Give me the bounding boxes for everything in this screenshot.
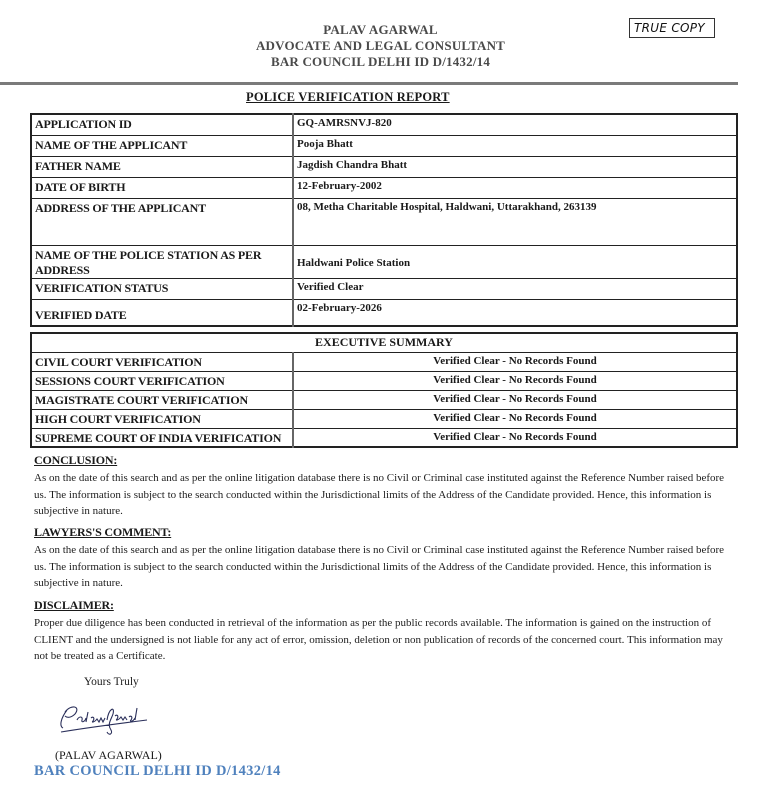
table-row (31, 352, 737, 371)
dob-value: 12-February-2002 (293, 177, 737, 198)
disclaimer-title: DISCLAIMER: (34, 598, 114, 612)
row-label: VERIFICATION STATUS (31, 278, 293, 299)
row-label: MAGISTRATE COURT VERIFICATION (31, 390, 293, 409)
advocate-name: PALAV AGARWAL (323, 22, 438, 37)
advocate-bar-id: BAR COUNCIL DELHI ID D/1432/14 (270, 54, 491, 69)
disclaimer-section (34, 598, 734, 665)
table-row (31, 390, 737, 409)
row-label: ADDRESS OF THE APPLICANT (31, 198, 293, 245)
address-value: 08, Metha Charitable Hospital, Haldwani, Uttarakhand, 263139 (293, 198, 737, 245)
row-label: SESSIONS COURT VERIFICATION (31, 371, 293, 390)
closing-salutation: Yours Truly (84, 676, 139, 688)
lawyers-comment-section (34, 525, 734, 592)
conclusion-section (34, 453, 734, 520)
row-value: Verified Clear - No Records Found (293, 428, 737, 447)
row-label: HIGH COURT VERIFICATION (31, 409, 293, 428)
police-station-value: Haldwani Police Station (293, 245, 737, 278)
table-header-row (31, 333, 737, 352)
disclaimer-body: Proper due diligence has been conducted in retrieval of the information as per the public records available. The information is gained on the instruction of CLIENT and the undersigned is not liable for any act of error, omission, deletion or non publication of records of the concerned court. This information may not be treated as a Certificate. (34, 617, 723, 662)
table-row (31, 245, 737, 278)
executive-summary-title: EXECUTIVE SUMMARY (31, 333, 737, 352)
applicant-name-value: Pooja Bhatt (293, 135, 737, 156)
row-label: DATE OF BIRTH (31, 177, 293, 198)
table-row (31, 409, 737, 428)
table-row (31, 299, 737, 326)
true-copy-stamp: TRUE COPY (629, 18, 715, 38)
row-label: APPLICATION ID (31, 114, 293, 135)
signature-image (55, 700, 155, 740)
row-label: NAME OF THE POLICE STATION AS PER ADDRESS (31, 245, 293, 278)
closing-bar-id: BAR COUNCIL DELHI ID D/1432/14 (34, 763, 281, 779)
table-row (31, 156, 737, 177)
father-name-value: Jagdish Chandra Bhatt (293, 156, 737, 177)
row-value: Verified Clear - No Records Found (293, 352, 737, 371)
table-row (31, 278, 737, 299)
table-row (31, 177, 737, 198)
conclusion-body: As on the date of this search and as per the online litigation database there is no Civil or Criminal case instituted against the Reference Number raised before us. The information is subject to the search conducted within the Jurisdictional limits of the Address of the Candidate provided. Hence, this information is subjective in nature. (34, 472, 725, 517)
table-row (31, 198, 737, 245)
verification-status-value: Verified Clear (293, 278, 737, 299)
row-value: Verified Clear - No Records Found (293, 390, 737, 409)
signer-name: (PALAV AGARWAL) (55, 748, 162, 762)
table-row (31, 428, 737, 447)
conclusion-title: CONCLUSION: (34, 453, 118, 467)
application-id-value: GQ-AMRSNVJ-820 (293, 114, 737, 135)
row-label: NAME OF THE APPLICANT (31, 135, 293, 156)
table-row (31, 135, 737, 156)
executive-summary-table (30, 332, 738, 448)
row-label: SUPREME COURT OF INDIA VERIFICATION (31, 428, 293, 447)
lawyers-comment-body: As on the date of this search and as per the online litigation database there is no Civil or Criminal case instituted against the Reference Number raised before us. The information is subject to the search conducted within the Jurisdictional limits of the Address of the Candidate provided. Hence, this information is subjective in nature. (34, 544, 725, 589)
header-divider (0, 82, 738, 85)
row-label: CIVIL COURT VERIFICATION (31, 352, 293, 371)
row-label: VERIFIED DATE (31, 299, 293, 326)
row-label: FATHER NAME (31, 156, 293, 177)
advocate-designation: ADVOCATE AND LEGAL CONSULTANT (255, 38, 506, 53)
verified-date-value: 02-February-2026 (293, 299, 737, 326)
row-value: Verified Clear - No Records Found (293, 409, 737, 428)
table-row (31, 371, 737, 390)
row-value: Verified Clear - No Records Found (293, 371, 737, 390)
applicant-details-table (30, 113, 738, 327)
table-row (31, 114, 737, 135)
report-title: POLICE VERIFICATION REPORT (246, 90, 450, 104)
lawyers-comment-title: LAWYERS'S COMMENT: (34, 525, 172, 539)
